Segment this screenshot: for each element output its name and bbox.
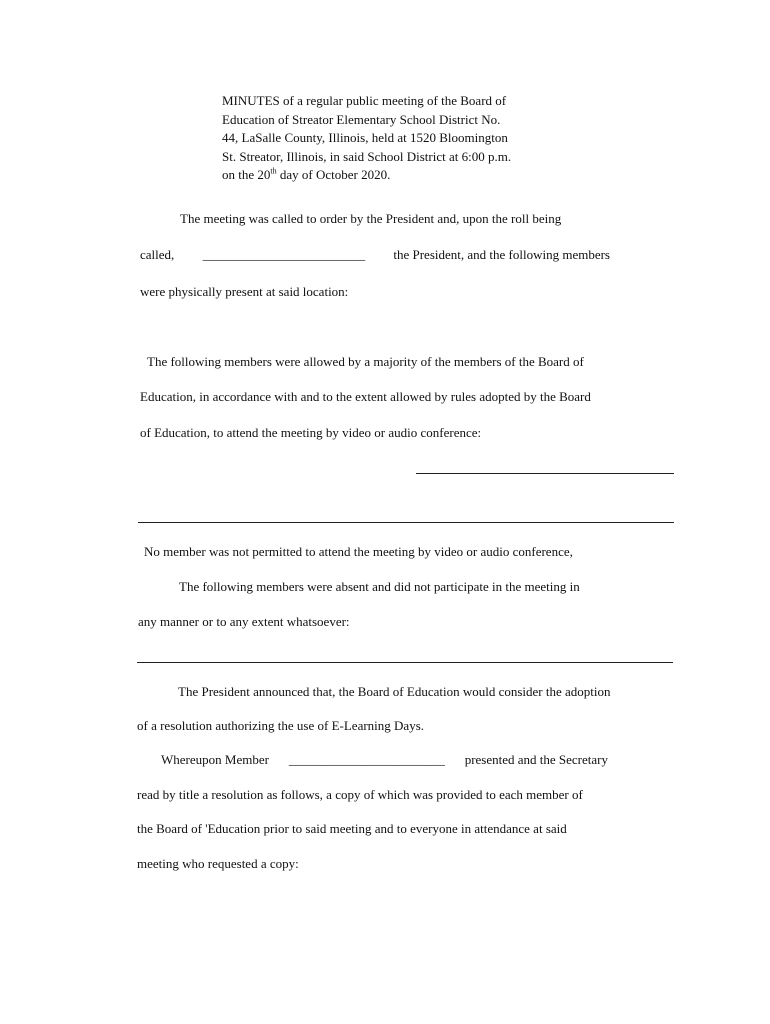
roll-call-called: called, bbox=[140, 247, 175, 262]
announcement-line-2: of a resolution authorizing the use of E-Learning Days. bbox=[137, 718, 424, 733]
roll-call-president-text: the President, and the following members bbox=[393, 247, 610, 262]
header-line-3: 44, LaSalle County, Illinois, held at 1520 Bloomington bbox=[222, 130, 508, 145]
minutes-header bbox=[222, 92, 530, 185]
absent-line-1: The following members were absent and did not participate in the meeting in bbox=[179, 579, 580, 594]
roll-call-line-3: were physically present at said location: bbox=[140, 284, 349, 299]
announcement-line-1: The President announced that, the Board of Education would consider the adoption bbox=[178, 684, 611, 699]
absent-members-line bbox=[137, 662, 673, 663]
roll-call-line-2 bbox=[140, 246, 610, 264]
member-name-blank: ________________________ bbox=[288, 752, 445, 767]
not-permitted-line: No member was not permitted to attend the meeting by video or audio conference, bbox=[144, 544, 573, 559]
header-date-pre: on the 20 bbox=[222, 167, 271, 182]
president-name-blank: _________________________ bbox=[202, 247, 366, 262]
remote-line-3: of Education, to attend the meeting by video or audio conference: bbox=[140, 425, 482, 440]
header-line-5 bbox=[222, 166, 530, 185]
remote-line-2: Education, in accordance with and to the extent allowed by rules adopted by the Board bbox=[140, 389, 591, 404]
remote-members-line-1 bbox=[416, 473, 674, 474]
header-date-sup: th bbox=[270, 166, 277, 176]
whereupon-member-text: Whereupon Member bbox=[161, 752, 269, 767]
roll-call-line-1: The meeting was called to order by the President and, upon the roll being bbox=[180, 211, 562, 226]
whereupon-line-4: meeting who requested a copy: bbox=[137, 856, 299, 871]
header-date-post: day of October 2020. bbox=[276, 167, 391, 182]
header-line-1: MINUTES of a regular public meeting of the Board of bbox=[222, 93, 507, 108]
header-line-2: Education of Streator Elementary School District No. bbox=[222, 111, 501, 127]
absent-line-2: any manner or to any extent whatsoever: bbox=[138, 614, 350, 629]
whereupon-secretary-text: presented and the Secretary bbox=[464, 752, 608, 767]
whereupon-line-1 bbox=[161, 751, 608, 769]
header-line-4: St. Streator, Illinois, in said School District at 6:00 p.m. bbox=[222, 148, 512, 164]
whereupon-line-3: the Board of 'Education prior to said meeting and to everyone in attendance at said bbox=[137, 821, 567, 836]
whereupon-line-2: read by title a resolution as follows, a copy of which was provided to each member of bbox=[137, 787, 583, 802]
remote-line-1: The following members were allowed by a majority of the members of the Board of bbox=[147, 354, 584, 369]
remote-members-line-2 bbox=[138, 522, 674, 523]
